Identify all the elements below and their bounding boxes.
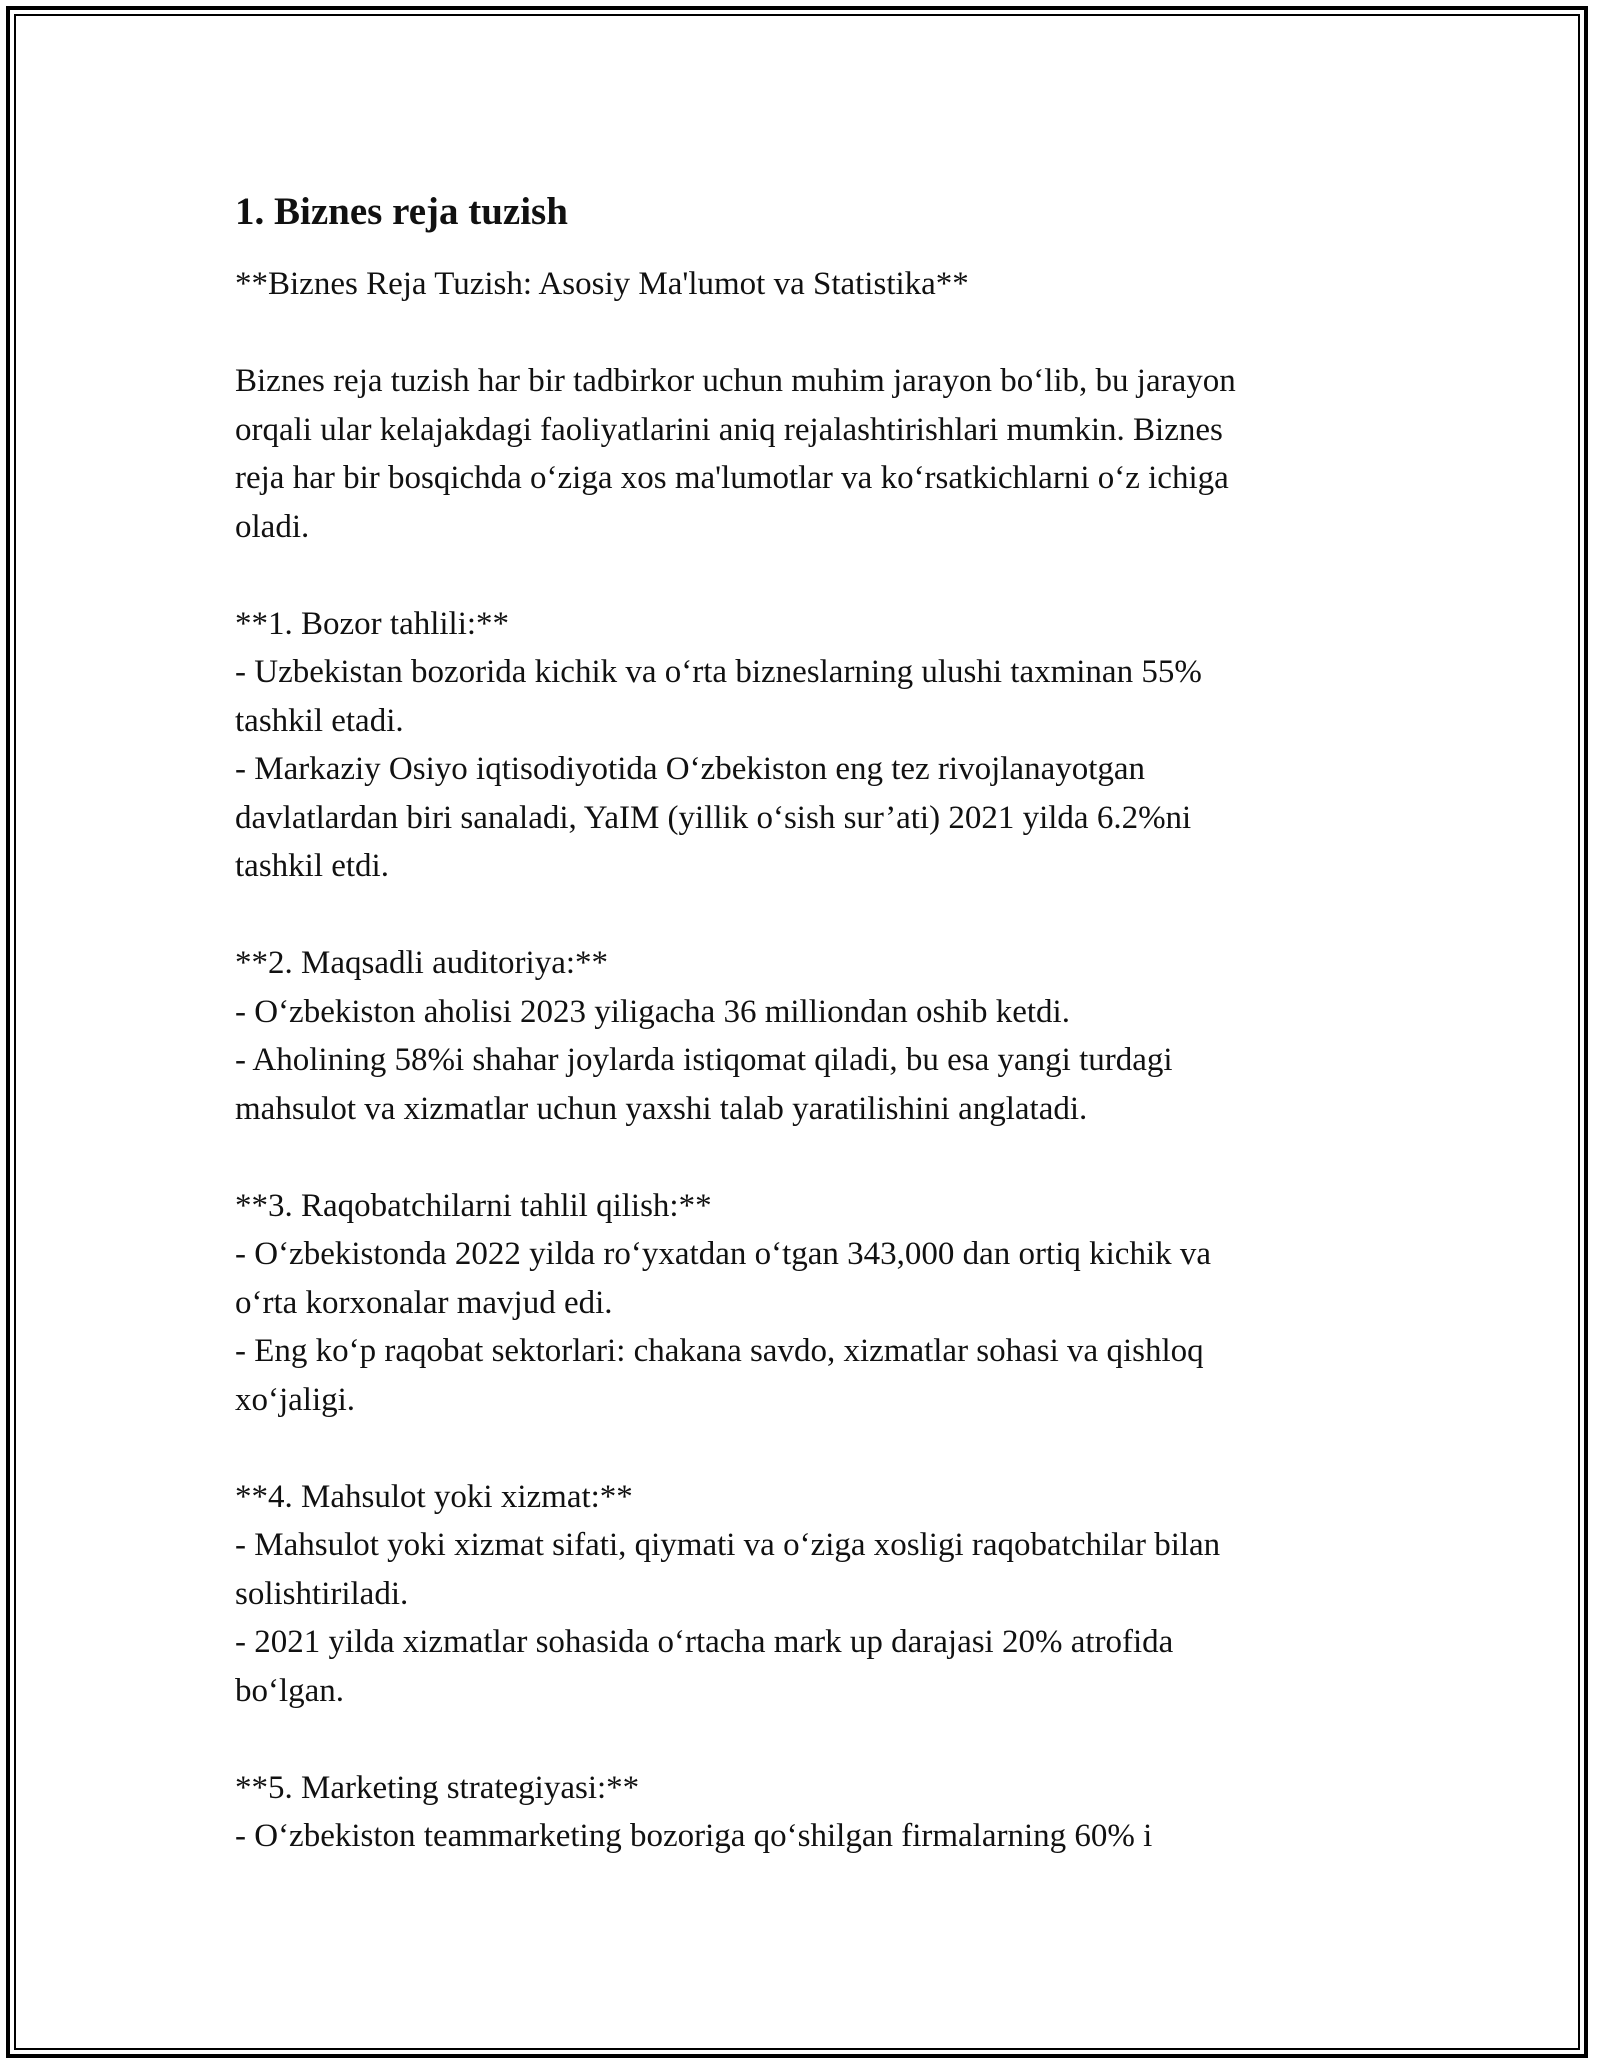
section-title: **5. Marketing strategiyasi:**	[235, 1769, 640, 1806]
paragraph-gap	[235, 1424, 1365, 1473]
document-subtitle	[235, 260, 1365, 309]
section-title: **1. Bozor tahlili:**	[235, 605, 510, 642]
section-line: bo‘lgan.	[235, 1672, 345, 1709]
section-competitor-analysis	[235, 1182, 1365, 1425]
intro-paragraph	[235, 357, 1365, 551]
section-line: o‘rta korxonalar mavjud edi.	[235, 1284, 613, 1321]
document-body	[235, 184, 1365, 1861]
intro-line: Biznes reja tuzish har bir tadbirkor uchun muhim jarayon bo‘lib, bu jarayon	[235, 363, 1236, 399]
section-marketing-strategy	[235, 1764, 1365, 1861]
section-line: tashkil etdi.	[235, 848, 389, 884]
section-line: tashkil etadi.	[235, 702, 404, 739]
section-line: - Mahsulot yoki xizmat sifati, qiymati va o‘ziga xosligi raqobatchilar bilan	[235, 1527, 1221, 1563]
subtitle-line: **Biznes Reja Tuzish: Asosiy Ma'lumot va Statistika**	[235, 266, 969, 302]
section-title: **3. Raqobatchilarni tahlil qilish:**	[235, 1187, 712, 1224]
section-line: xo‘jaligi.	[235, 1381, 356, 1418]
section-line: - O‘zbekiston aholisi 2023 yiligacha 36 milliondan oshib ketdi.	[235, 993, 1070, 1030]
paragraph-gap	[235, 1715, 1365, 1764]
section-line: solishtiriladi.	[235, 1575, 409, 1612]
paragraph-gap	[235, 551, 1365, 600]
section-line: - Markaziy Osiyo iqtisodiyotida O‘zbekiston eng tez rivojlanayotgan	[235, 751, 1146, 787]
section-line: mahsulot va xizmatlar uchun yaxshi talab yaratilishini anglatadi.	[235, 1090, 1088, 1127]
section-target-audience	[235, 939, 1365, 1133]
section-line: - O‘zbekistonda 2022 yilda ro‘yxatdan o‘tgan 343,000 dan ortiq kichik va	[235, 1236, 1212, 1272]
intro-line: orqali ular kelajakdagi faoliyatlarini aniq rejalashtirishlari mumkin. Biznes	[235, 411, 1223, 448]
paragraph-gap	[235, 309, 1365, 358]
section-line: davlatlardan biri sanaladi, YaIM (yillik o‘sish sur’ati) 2021 yilda 6.2%ni	[235, 799, 1192, 836]
section-title: **4. Mahsulot yoki xizmat:**	[235, 1478, 633, 1515]
section-title: **2. Maqsadli auditoriya:**	[235, 945, 609, 981]
paragraph-gap	[235, 1133, 1365, 1182]
document-heading: 1. Biznes reja tuzish	[235, 190, 568, 233]
section-product-service	[235, 1473, 1365, 1716]
paragraph-gap	[235, 891, 1365, 940]
section-line: - Uzbekistan bozorida kichik va o‘rta bizneslarning ulushi taxminan 55%	[235, 654, 1202, 690]
intro-line: reja har bir bosqichda o‘ziga xos ma'lumotlar va ko‘rsatkichlarni o‘z ichiga	[235, 460, 1229, 496]
section-market-analysis	[235, 600, 1365, 891]
section-line: - O‘zbekiston teammarketing bozoriga qo‘shilgan firmalarning 60% i	[235, 1818, 1153, 1854]
intro-line: oladi.	[235, 508, 310, 545]
section-line: - Aholining 58%i shahar joylarda istiqomat qiladi, bu esa yangi turdagi	[235, 1042, 1173, 1078]
section-line: - Eng ko‘p raqobat sektorlari: chakana savdo, xizmatlar sohasi va qishloq	[235, 1333, 1204, 1369]
section-line: - 2021 yilda xizmatlar sohasida o‘rtacha mark up darajasi 20% atrofida	[235, 1624, 1174, 1660]
